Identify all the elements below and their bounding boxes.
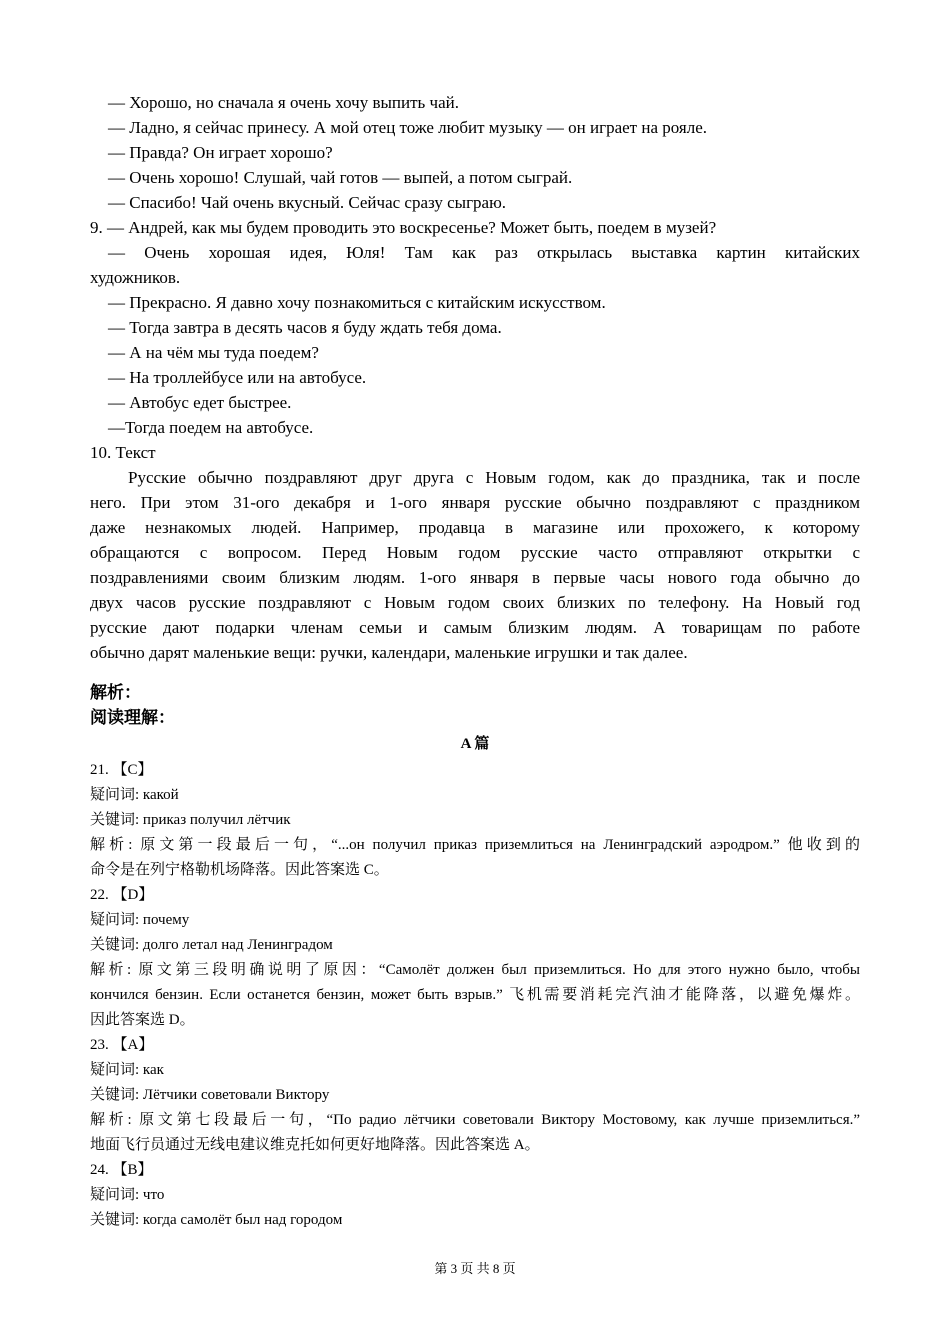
analysis-line: 23. 【A】 xyxy=(90,1037,154,1053)
text-line: — Ладно, я сейчас принесу. А мой отец тоже любит музыку — он играет на рояле. xyxy=(108,118,708,137)
text-line: —Тогда поедем на автобусе. xyxy=(108,418,314,437)
analysis-line: кончился бензин. Если останется бензин, может быть взрыв.” 飞机需要消耗完汽油才能降落，以避免爆炸。 xyxy=(90,987,860,1003)
text-line: — Тогда завтра в десять часов я буду ждать тебя дома. xyxy=(108,318,502,337)
text-line: — Очень хорошая идея, Юля! Там как раз открылась выставка картин китайских xyxy=(108,243,860,262)
text-line: него. При этом 31-ого декабря и 1-ого января русские обычно поздравляют с праздником xyxy=(90,493,860,512)
answer-analysis-section xyxy=(90,681,860,1233)
analysis-line: 解析: 原文第一段最后一句，“...он получил приказ приземлиться на Ленинградский аэродром.” 他收到的 xyxy=(90,837,860,853)
analysis-line: 解析: 原文第三段明确说明了原因：“Самолёт должен был приземлиться. Но для этого нужно было, чтобы xyxy=(90,962,860,978)
text-line: художников. xyxy=(90,268,181,287)
text-line: — Правда? Он играет хорошо? xyxy=(108,143,333,162)
text-line: — А на чём мы туда поедем? xyxy=(108,343,319,362)
text-line: обычно дарят маленькие вещи: ручки, календари, маленькие игрушки и так далее. xyxy=(90,643,688,662)
analysis-line: 命令是在列宁格勒机场降落。因此答案选 C。 xyxy=(90,862,389,878)
text-line: обращаются с вопросом. Перед Новым годом русские часто отправляют открытки с xyxy=(90,543,860,562)
analysis-line: 地面飞行员通过无线电建议维克托如何更好地降落。因此答案选 A。 xyxy=(90,1137,540,1153)
text-line: двух часов русские поздравляют с Новым годом своих близких по телефону. На Новый год xyxy=(90,593,860,612)
analysis-line: 关键词: Лётчики советовали Виктору xyxy=(90,1087,330,1103)
text-line: Русские обычно поздравляют друг друга с Новым годом, как до праздника, так и после xyxy=(128,468,860,487)
text-line: — Хорошо, но сначала я очень хочу выпить чай. xyxy=(108,93,459,112)
text-line: русские дают подарки членам семьи и самым близким людям. А товарищам по работе xyxy=(90,618,860,637)
analysis-line: A 篇 xyxy=(460,736,490,752)
analysis-line: 疑问词: что xyxy=(90,1187,165,1203)
analysis-line: 24. 【B】 xyxy=(90,1162,153,1178)
page-number: 第 3 页 共 8 页 xyxy=(434,1261,516,1276)
text-line: — Автобус едет быстрее. xyxy=(108,393,292,412)
analysis-line: 解析: 原文第七段最后一句，“По радио лётчики советовали Виктору Мостовому, как лучше приземлиться.” xyxy=(90,1112,860,1128)
analysis-line: 22. 【D】 xyxy=(90,887,154,903)
text-line: 10. Текст xyxy=(90,443,156,462)
dialogue-and-text-section xyxy=(90,90,860,665)
analysis-line: 因此答案选 D。 xyxy=(90,1012,195,1028)
analysis-line: 疑问词: какой xyxy=(90,787,179,803)
analysis-line: 关键词: долго летал над Ленинградом xyxy=(90,937,333,953)
text-line: — Очень хорошо! Слушай, чай готов — выпей, а потом сыграй. xyxy=(108,168,573,187)
analysis-line: 疑问词: как xyxy=(90,1062,164,1078)
text-line: поздравлениями своим близким людям. 1-ого января в первые часы нового года обычно до xyxy=(90,568,860,587)
analysis-line: 关键词: когда самолёт был над городом xyxy=(90,1212,343,1228)
analysis-line: 疑问词: почему xyxy=(90,912,190,928)
analysis-line: 阅读理解： xyxy=(90,708,175,728)
analysis-line: 解析： xyxy=(90,683,141,703)
text-line: 9. — Андрей, как мы будем проводить это воскресенье? Может быть, поедем в музей? xyxy=(90,218,717,237)
text-line: — На троллейбусе или на автобусе. xyxy=(108,368,367,387)
analysis-line: 21. 【C】 xyxy=(90,762,153,778)
text-line: даже незнакомых людей. Например, продавца в магазине или прохожего, к которому xyxy=(90,518,860,537)
text-line: — Прекрасно. Я давно хочу познакомиться с китайским искусством. xyxy=(108,293,606,312)
text-line: — Спасибо! Чай очень вкусный. Сейчас сразу сыграю. xyxy=(108,193,507,212)
analysis-line: 关键词: приказ получил лётчик xyxy=(90,812,291,828)
